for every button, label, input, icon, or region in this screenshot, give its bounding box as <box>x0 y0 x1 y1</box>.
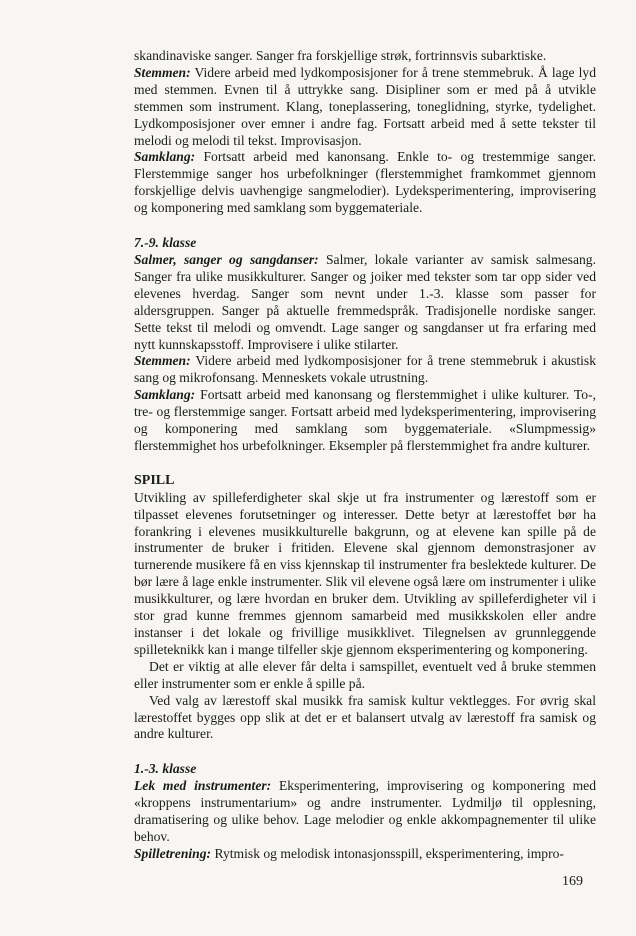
term-label: Lek med instrumenter: <box>134 778 272 794</box>
section-heading: SPILL <box>134 472 175 488</box>
paragraph <box>134 252 596 353</box>
paragraph <box>134 778 596 846</box>
term-label: Samklang: <box>134 387 196 403</box>
term-text: Rytmisk og melodisk intonasjonsspill, eksperimentering, impro- <box>214 845 564 861</box>
term-label: Salmer, sanger og sangdanser: <box>134 251 319 267</box>
term-label: Samklang: <box>134 149 196 165</box>
term-label: Spilletrening: <box>134 845 212 861</box>
term-label: Stemmen: <box>134 64 191 80</box>
paragraph <box>134 149 596 217</box>
term-text: Fortsatt arbeid med kanonsang og flerstemmighet i ulike kulturer. To-, tre- og flerstemmige sanger. Fortsatt arbeid med lydeksperimentering, improvisering og komponering med samklang som byggemateriale. «Slumpmessig» flerstemmighet hos urbefolkninger. Eksempler på flerstemmighet fra andre kulturer. <box>134 387 596 453</box>
term-text: Videre arbeid med lydkomposisjoner for å trene stemmebruk i akustisk sang og mikrofonsang. Menneskets vokale utrustning. <box>134 353 596 386</box>
term-text: Eksperimentering, improvisering og komponering med «kroppens instrumentarium» og andre instrumenter. Lydmiljø til opplesning, dramatisering og ulike behov. Lage melodier og enkle akkompagnementer til ulike behov. <box>134 778 596 844</box>
term-label: Stemmen: <box>134 353 191 369</box>
page-body <box>134 48 596 863</box>
page-number: 169 <box>562 874 583 889</box>
paragraph: skandinaviske sanger. Sanger fra forskjellige strøk, fortrinnsvis subarktiske. <box>134 48 547 63</box>
term-text: Salmer, lokale varianter av samisk salmesang. Sanger fra ulike musikkulturer. Sanger og joiker med tekster som tar opp sider ved elevenes hverdag. Sanger som nevnt under 1.-3. klasse som passer for aldersgruppen. Sanger på aktuelle fremmedspråk. Tradisjonelle nordiske sanger. Sette tekst til melodi og omvendt. Lage sanger og sangdanser ut fra erfaring med nytt kunnskapsstoff. Improvisere i ulike stilarter. <box>134 251 596 352</box>
paragraph <box>134 387 596 455</box>
paragraph: Det er viktig at alle elever får delta i samspillet, eventuelt ved å bruke stemmen eller instrumenter som er enkle å spille på. <box>134 658 596 691</box>
paragraph: Ved valg av lærestoff skal musikk fra samisk kultur vektlegges. For øvrig skal lærestoffet bygges opp slik at det er et balansert utvalg av lærestoff fra samisk og andre kulturer. <box>134 692 596 742</box>
term-text: Videre arbeid med lydkomposisjoner for å trene stemmebruk. Å lage lyd med stemmen. Evnen til å uttrykke sang. Disipliner som er med på å utvikle stemmen som instrument. Klang, toneplassering, toneglidning, styrke, tydelighet. Lydkomposisjoner over emner i andre fag. Fortsatt arbeid med å sette tekster til melodi og melodi til tekst. Improvisasjon. <box>134 64 597 148</box>
paragraph <box>134 65 596 150</box>
paragraph: Utvikling av spilleferdigheter skal skje ut fra instrumenter og lærestoff som er tilpasset elevenes forutsetninger og interesser. Dette betyr at lærestoffet bør ha forankring i elevenes musikkulturelle bakgrunn, og at elevene kan spille på de instrumenter de bruker i fritiden. Elevene skal gjennom demonstrasjoner av turnerende musikere få en viss kjennskap til instrumenter fra beslektede kulturer. De bør lære å lage enkle instrumenter. Slik vil elevene også lære om instrumenter i ulike musikkulturer, og lære hvordan en bruker dem. Utvikling av spilleferdigheter vil i stor grad kunne fremmes gjennom samarbeid med musikkskolen eller andre instanser i det lokale og frivillige musikklivet. Tilegnelsen av grunnleggende spilleteknikk kan i mange tilfeller skje gjennom eksperimentering og komponering. <box>134 489 596 657</box>
paragraph <box>134 846 596 863</box>
grade-heading: 7.-9. klasse <box>134 235 197 251</box>
grade-heading: 1.-3. klasse <box>134 761 197 777</box>
paragraph <box>134 353 596 387</box>
term-text: Fortsatt arbeid med kanonsang. Enkle to- og trestemmige sanger. Flerstemmige sanger hos urbefolkninger (flerstemmighet framkommet gjennom forskjellige delvis uavhengige sangmelodier). Lydeksperimentering, improvisering og komponering med samklang som byggemateriale. <box>134 149 596 216</box>
